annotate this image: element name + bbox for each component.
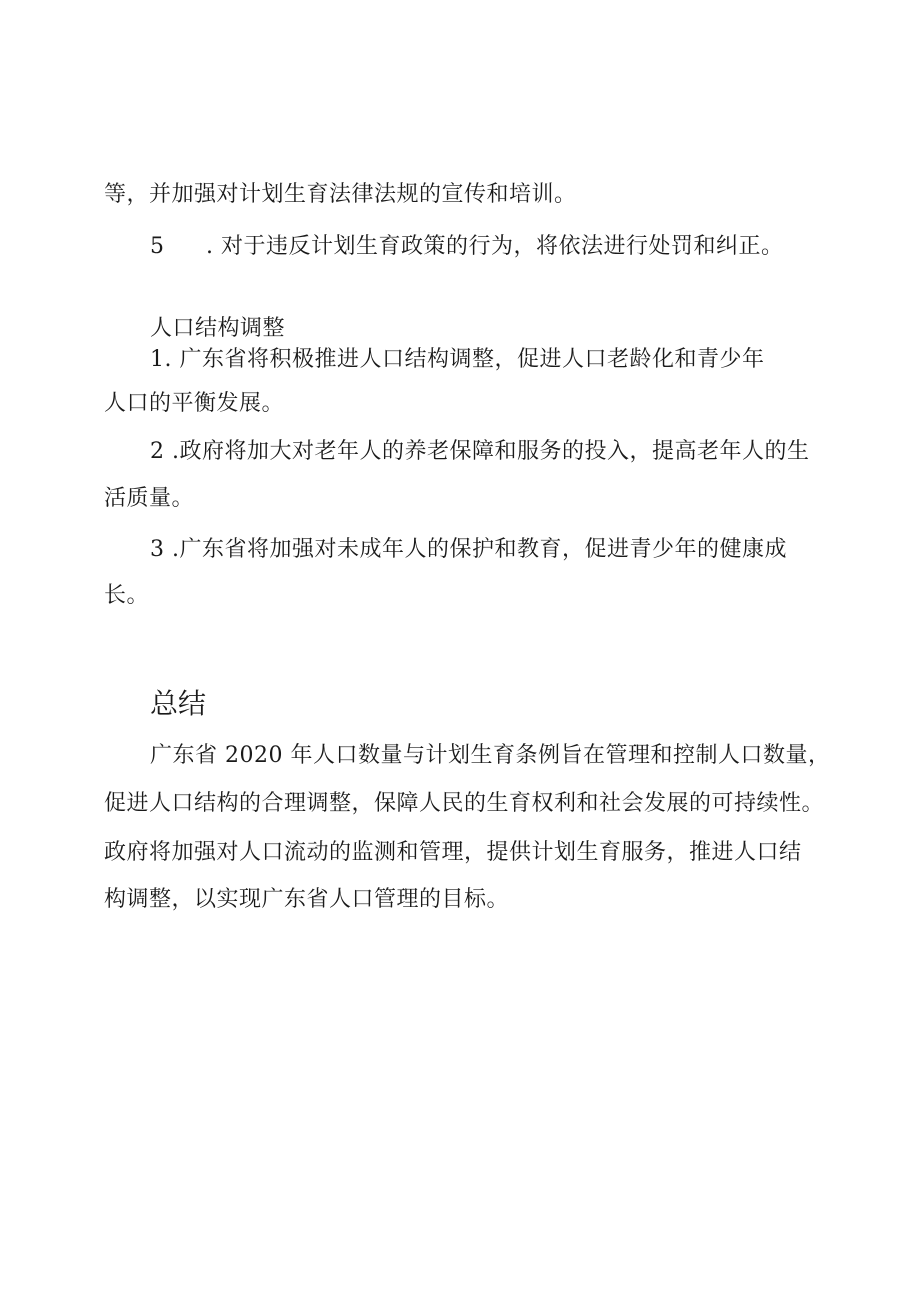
structure-item-1-line-1: 1. 广东省将积极推进人口结构调整，促进人口老龄化和青少年 [150,347,765,372]
structure-item-2-line-2: 活质量。 [104,486,195,511]
summary-line-4: 构调整，以实现广东省人口管理的目标。 [104,887,510,912]
summary-line-2: 促进人口结构的合理调整，保障人民的生育权利和社会发展的可持续性。 [104,791,825,816]
summary-line-3: 政府将加强对人口流动的监测和管理，提供计划生育服务，推进人口结 [104,840,802,865]
structure-item-2-number: 2 [150,439,164,464]
structure-item-2-line-1: .政府将加大对老年人的养老保障和服务的投入，提高老年人的生 [172,439,810,464]
structure-item-3-line-1: .广东省将加强对未成年人的保护和教育，促进青少年的健康成 [172,537,787,562]
item-5-text: . 对于违反计划生育政策的行为，将依法进行处罚和纠正。 [206,234,784,259]
structure-item-3-number: 3 [150,537,164,562]
item-5-number: 5 [150,234,164,259]
summary-line-1: 广东省 2020 年人口数量与计划生育条例旨在管理和控制人口数量， [150,743,831,768]
structure-item-1-line-2: 人口的平衡发展。 [104,391,285,416]
continuation-text: 等，并加强对计划生育法律法规的宣传和培训。 [104,182,577,207]
section-title-population-structure: 人口结构调整 [150,316,286,341]
structure-item-3-line-2: 长。 [104,583,150,608]
summary-heading: 总结 [150,687,207,720]
